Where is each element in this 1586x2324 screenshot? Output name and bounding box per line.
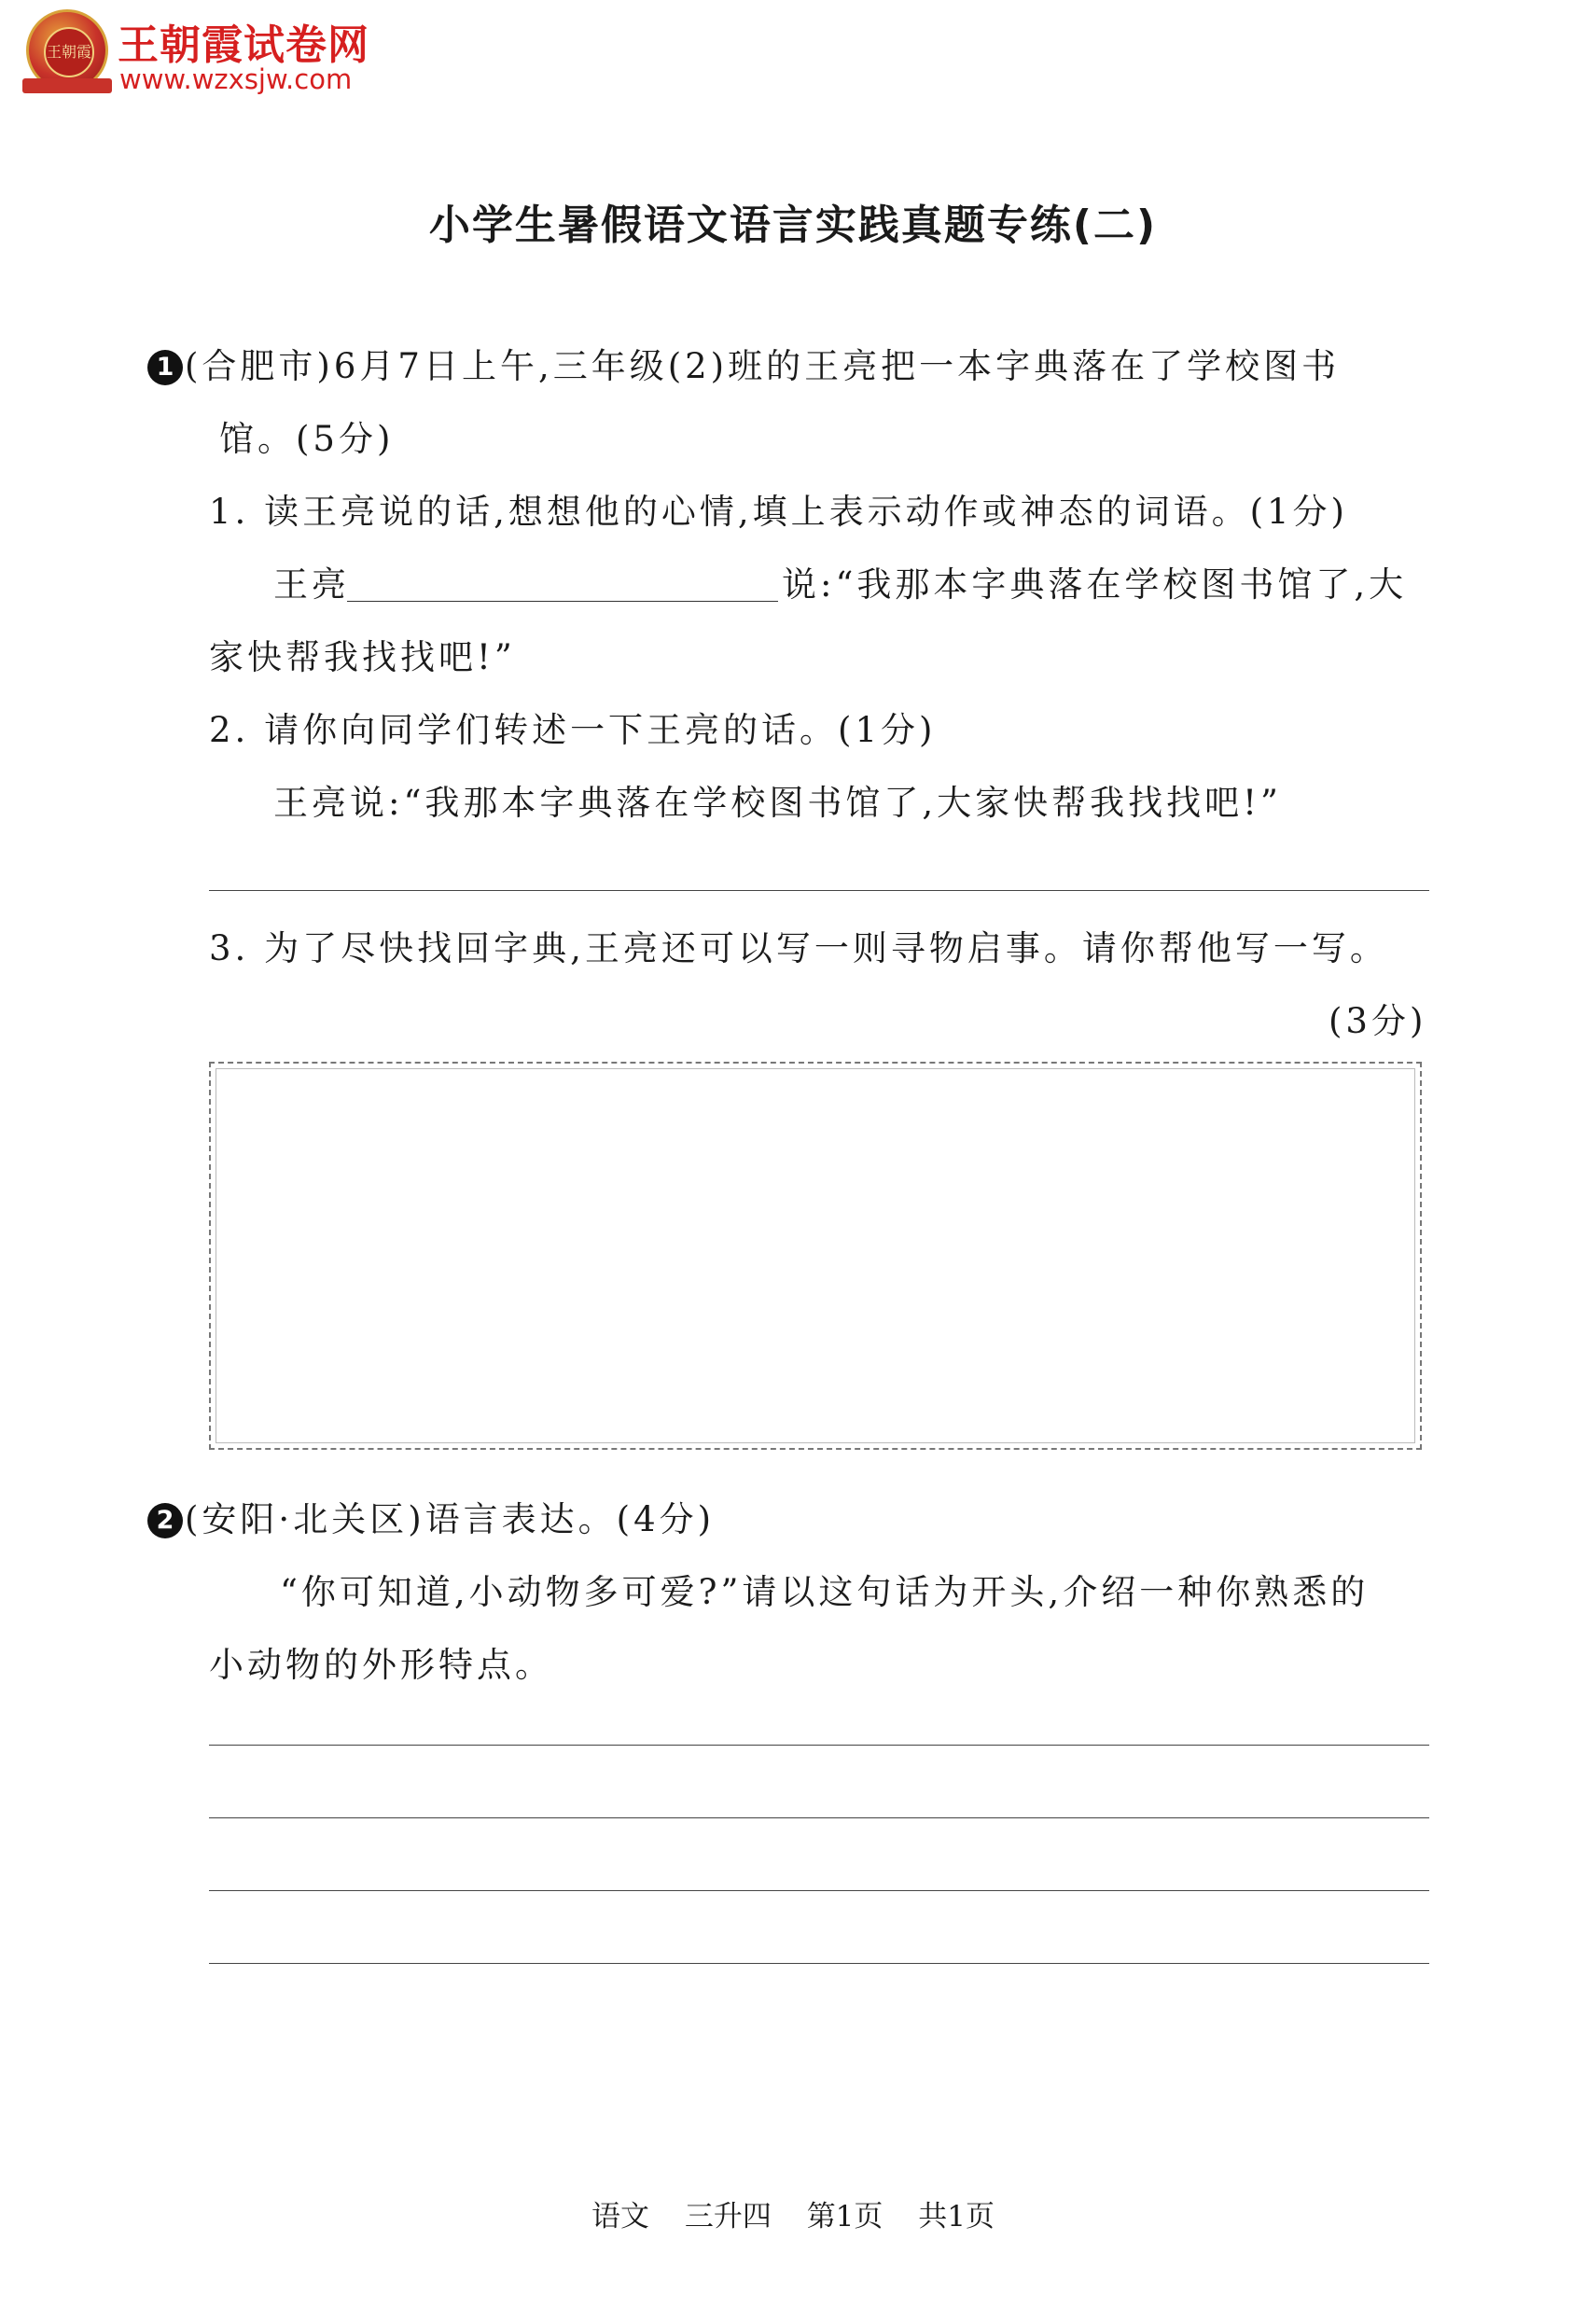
q1-intro-text: (合肥市)6月7日上午,三年级(2)班的王亮把一本字典落在了学校图书 bbox=[185, 346, 1341, 386]
q1-sub2-quote: 王亮说:“我那本字典落在学校图书馆了,大家快帮我找找吧!” bbox=[273, 783, 1282, 823]
page-title: 小学生暑假语文语言实践真题专练(二) bbox=[428, 202, 1158, 249]
logo-url: www.wzxsjw.com bbox=[119, 63, 353, 95]
q1-sub3-answer-box[interactable] bbox=[209, 1062, 1422, 1450]
q2-number-badge: 2 bbox=[147, 1503, 183, 1538]
page-footer bbox=[0, 2192, 1586, 2234]
footer-grade: 三升四 bbox=[684, 2200, 772, 2234]
q2-intro bbox=[147, 1491, 715, 1541]
q1-sub1-blank-suffix: 说:“我那本字典落在学校图书馆了,大 bbox=[782, 564, 1408, 605]
q1-sub3-score: (3分) bbox=[1329, 1001, 1427, 1041]
logo-badge-text: 王朝霞 bbox=[44, 27, 94, 77]
q1-sub3-prompt: 3. 为了尽快找回字典,王亮还可以写一则寻物启事。请你帮他写一写。 bbox=[209, 928, 1388, 968]
q1-sub1-blank-prefix: 王亮 bbox=[273, 564, 350, 605]
q1-sub1-prompt: 1. 读王亮说的话,想想他的心情,填上表示动作或神态的词语。(1分) bbox=[209, 492, 1348, 532]
q2-answer-line-1[interactable] bbox=[209, 1745, 1429, 1746]
footer-subject: 语文 bbox=[591, 2200, 649, 2234]
q2-answer-line-4[interactable] bbox=[209, 1963, 1429, 1964]
logo-ribbon bbox=[22, 78, 112, 93]
q1-intro-line1 bbox=[147, 338, 1340, 388]
q1-number-badge: 1 bbox=[147, 350, 183, 385]
q1-sub1-continuation: 家快帮我找找吧!” bbox=[209, 637, 516, 677]
q1-sub2-prompt: 2. 请你向同学们转述一下王亮的话。(1分) bbox=[209, 710, 937, 750]
logo-name: 王朝霞试卷网 bbox=[118, 21, 369, 69]
q1-sub1-fill-blank[interactable] bbox=[347, 560, 778, 602]
q2-answer-line-2[interactable] bbox=[209, 1817, 1429, 1818]
q1-intro-line2: 馆。(5分) bbox=[219, 419, 395, 459]
q2-body-line2: 小动物的外形特点。 bbox=[209, 1645, 553, 1685]
q2-body-line1: “你可知道,小动物多可爱?”请以这句话为开头,介绍一种你熟悉的 bbox=[280, 1572, 1370, 1612]
footer-total: 共1页 bbox=[918, 2200, 995, 2234]
q2-intro-text: (安阳·北关区)语言表达。(4分) bbox=[185, 1499, 716, 1539]
q1-sub2-answer-line[interactable] bbox=[209, 890, 1429, 891]
site-logo bbox=[26, 9, 399, 103]
footer-page: 第1页 bbox=[806, 2200, 883, 2234]
q2-answer-line-3[interactable] bbox=[209, 1890, 1429, 1891]
